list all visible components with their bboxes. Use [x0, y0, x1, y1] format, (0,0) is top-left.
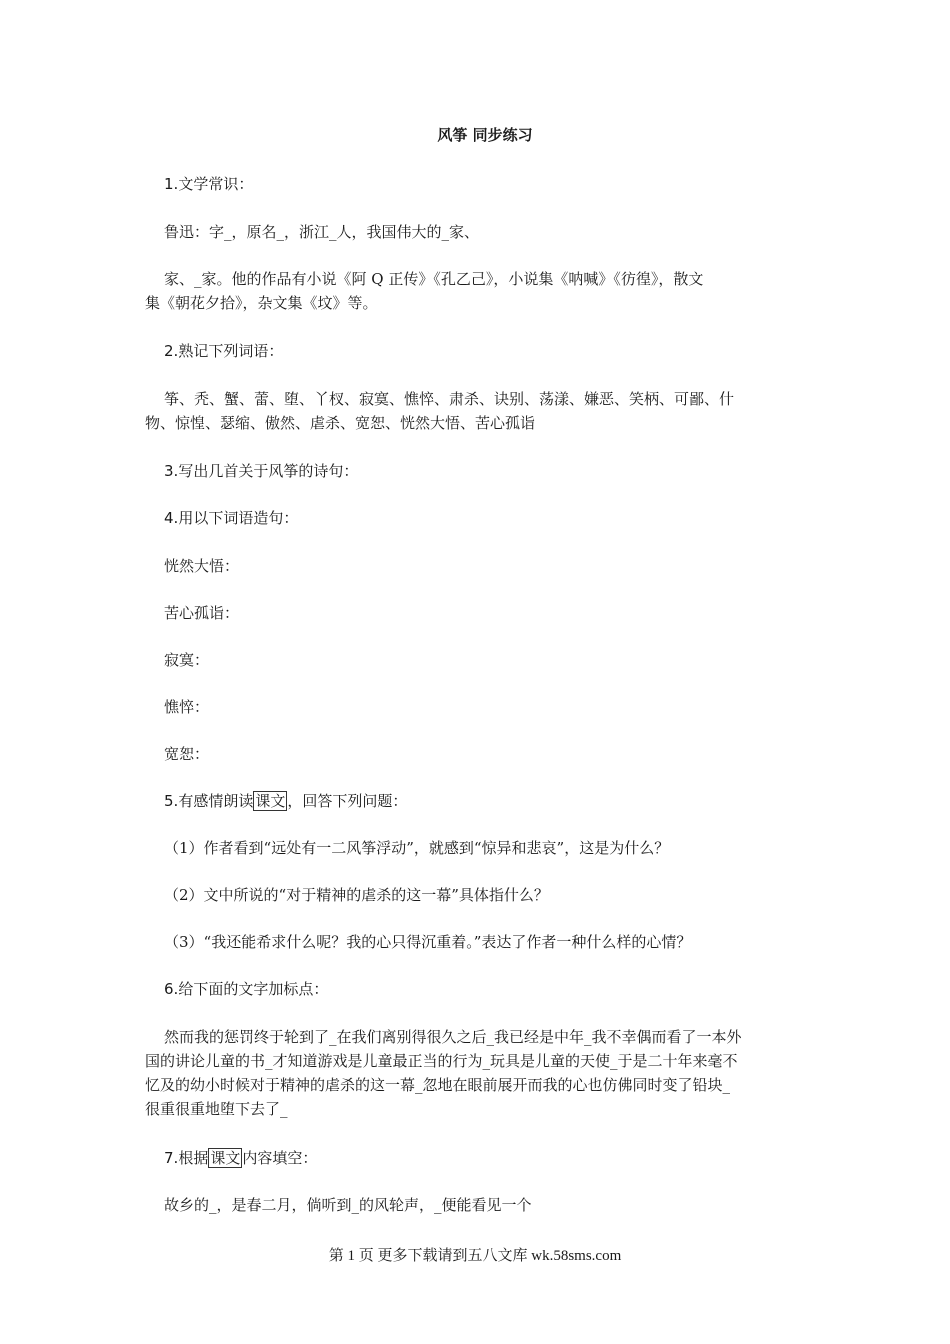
- sentence-item: 憔悴：: [164, 698, 210, 716]
- question-label: 写出几首关于风筝的诗句：: [178, 462, 359, 480]
- sentence-item: 恍然大悟：: [164, 557, 240, 575]
- question-number: 1.: [164, 175, 179, 193]
- question-5-heading: [145, 789, 805, 813]
- question-label: 用以下词语造句：: [178, 509, 299, 527]
- question-number: 3.: [164, 462, 179, 480]
- question-label: 文学常识：: [178, 175, 254, 193]
- question-number: 2.: [164, 342, 179, 360]
- question-5-sub-3: （3）“我还能希求什么呢？我的心只得沉重着。”表达了作者一种什么样的心情？: [164, 933, 692, 951]
- question-3-heading: [145, 459, 805, 483]
- question-5-sub-1: （1）作者看到“远处有一二风筝浮动”，就感到“惊异和悲哀”，这是为什么？: [164, 839, 670, 857]
- question-6-heading: [145, 977, 805, 1001]
- question-1-line-1: 鲁迅：字_，原名_，浙江_人，我国伟大的_家、: [164, 223, 480, 241]
- page-footer: 第 1 页 更多下载请到五八文库 wk.58sms.com: [328, 1248, 622, 1264]
- question-1-line-3: 集《朝花夕拾》，杂文集《坟》等。: [145, 294, 378, 312]
- question-number: 7.: [164, 1149, 179, 1167]
- question-number: 5.: [164, 792, 179, 810]
- question-label: 有感情朗读: [178, 792, 254, 810]
- question-1-line-2: 家、_家。他的作品有小说《阿 Q 正传》《孔乙己》，小说集《呐喊》《彷徨》，散文: [164, 270, 704, 288]
- keyword-link-box[interactable]: 课文: [255, 792, 286, 810]
- question-label: ，回答下列问题：: [287, 792, 408, 810]
- question-label: 根据: [178, 1149, 209, 1167]
- question-2-heading: [145, 339, 805, 363]
- question-6-line-1: 然而我的惩罚终于轮到了_在我们离别得很久之后_我已经是中年_我不幸偶而看了一本外: [164, 1028, 742, 1046]
- sentence-item: 苦心孤诣：: [164, 604, 240, 622]
- question-6-line-3: 忆及的幼小时候对于精神的虐杀的这一幕_忽地在眼前展开而我的心也仿佛同时变了铅块_: [145, 1076, 731, 1094]
- question-label: 内容填空：: [242, 1149, 318, 1167]
- question-6-line-2: 国的讲论儿童的书_才知道游戏是儿童最正当的行为_玩具是儿童的天使_于是二十年来毫不: [145, 1052, 738, 1070]
- question-label: 给下面的文字加标点：: [178, 980, 329, 998]
- question-5-sub-2: （2）文中所说的“对于精神的虐杀的这一幕”具体指什么？: [164, 886, 549, 904]
- question-7-heading: [145, 1146, 805, 1170]
- keyword-link-box[interactable]: 课文: [210, 1149, 241, 1167]
- question-1-heading: [145, 172, 805, 196]
- question-label: 熟记下列词语：: [178, 342, 284, 360]
- question-6-line-4: 很重很重地堕下去了_: [145, 1100, 288, 1118]
- question-number: 4.: [164, 509, 179, 527]
- question-2-line-1: 筝、秃、蟹、蕾、堕、丫杈、寂寞、憔悴、肃杀、诀别、荡漾、嫌恶、笑柄、可鄙、什: [164, 390, 735, 408]
- sentence-item: 宽恕：: [164, 745, 210, 763]
- question-2-line-2: 物、惊惶、瑟缩、傲然、虐杀、宽恕、恍然大悟、苦心孤诣: [145, 414, 536, 432]
- page-title: 风筝 同步练习: [437, 126, 533, 144]
- question-number: 6.: [164, 980, 179, 998]
- question-7-line-1: 故乡的_，是春二月，倘听到_的风轮声，_便能看见一个: [164, 1196, 532, 1214]
- sentence-item: 寂寞：: [164, 651, 210, 669]
- question-4-heading: [145, 506, 805, 530]
